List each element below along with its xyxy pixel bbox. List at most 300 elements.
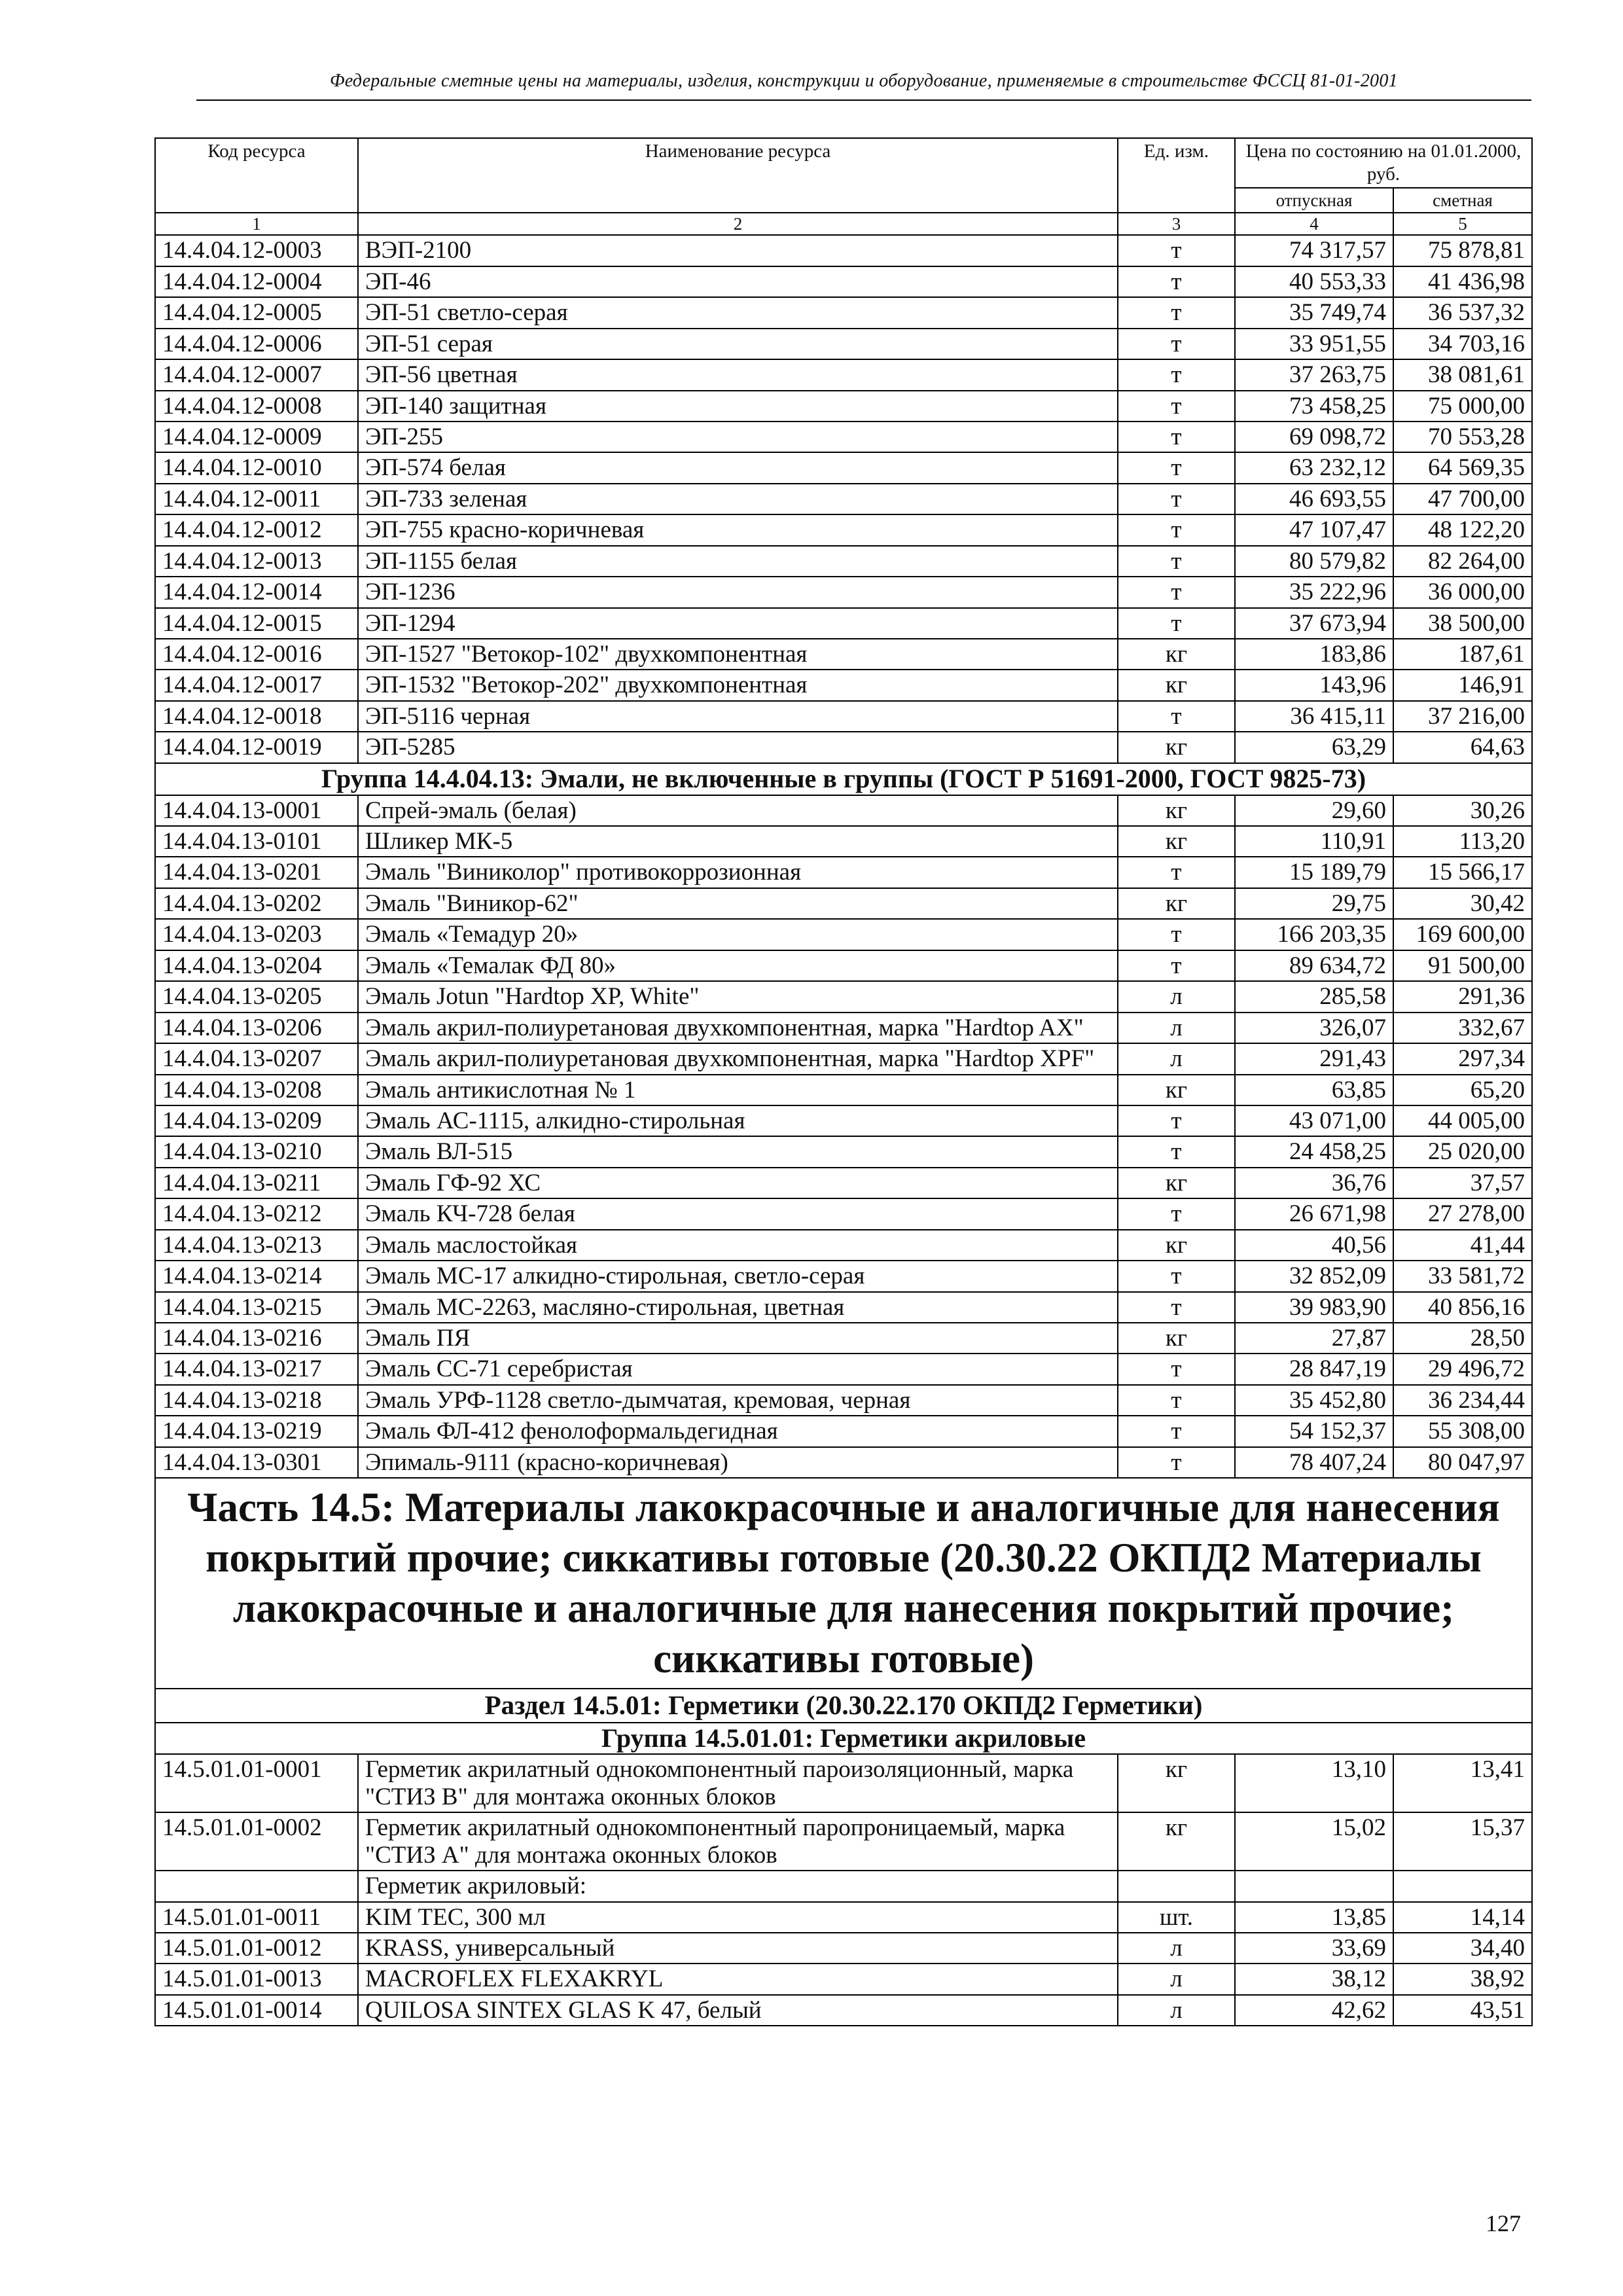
code-cell: 14.5.01.01-0011: [155, 1902, 358, 1933]
estimate-price-cell: 37,57: [1393, 1168, 1532, 1198]
estimate-price-cell: 30,42: [1393, 888, 1532, 919]
unit-cell: т: [1118, 1447, 1235, 1478]
rows-group-14-4-04-12: [155, 235, 1532, 762]
table-row: [155, 1043, 1532, 1074]
release-price-cell: 32 852,09: [1235, 1261, 1393, 1291]
table-row: [155, 1995, 1532, 2026]
release-price-cell: 73 458,25: [1235, 391, 1393, 422]
unit-cell: т: [1118, 1292, 1235, 1323]
estimate-price-cell: 43,51: [1393, 1995, 1532, 2026]
unit-cell: кг: [1118, 826, 1235, 857]
rows-group-14-4-04-13: [155, 795, 1532, 1479]
estimate-price-cell: 37 216,00: [1393, 701, 1532, 732]
release-price-cell: 40 553,33: [1235, 266, 1393, 297]
estimate-price-cell: 29 496,72: [1393, 1354, 1532, 1384]
release-price-cell: 326,07: [1235, 1013, 1393, 1043]
table-row: [155, 1964, 1532, 1994]
release-price-cell: 35 452,80: [1235, 1385, 1393, 1416]
release-price-cell: [1235, 1871, 1393, 1901]
unit-cell: т: [1118, 1261, 1235, 1291]
table-row: [155, 297, 1532, 328]
estimate-price-cell: 291,36: [1393, 981, 1532, 1012]
estimate-price-cell: 40 856,16: [1393, 1292, 1532, 1323]
name-cell: Эмаль ФЛ-412 фенолоформальдегидная: [358, 1416, 1118, 1446]
table-row: [155, 1075, 1532, 1105]
release-price-cell: 36 415,11: [1235, 701, 1393, 732]
unit-cell: т: [1118, 359, 1235, 390]
estimate-price-cell: 64 569,35: [1393, 452, 1532, 483]
release-price-cell: 63,29: [1235, 732, 1393, 762]
name-cell: ЭП-1155 белая: [358, 546, 1118, 577]
release-price-cell: 183,86: [1235, 639, 1393, 670]
estimate-price-cell: 297,34: [1393, 1043, 1532, 1074]
unit-cell: л: [1118, 1043, 1235, 1074]
name-cell: Эмаль маслостойкая: [358, 1230, 1118, 1261]
code-cell: 14.4.04.12-0019: [155, 732, 358, 762]
name-cell: ВЭП-2100: [358, 235, 1118, 266]
estimate-price-cell: 332,67: [1393, 1013, 1532, 1043]
release-price-cell: 36,76: [1235, 1168, 1393, 1198]
table-row: [155, 359, 1532, 390]
code-cell: 14.4.04.12-0007: [155, 359, 358, 390]
table-row: [155, 670, 1532, 700]
estimate-price-cell: 187,61: [1393, 639, 1532, 670]
name-cell: Герметик акрилатный однокомпонентный пароизоляционный, марка "СТИЗ В" для монтажа оконных блоков: [358, 1754, 1118, 1812]
estimate-price-cell: 169 600,00: [1393, 919, 1532, 950]
group-heading: Группа 14.4.04.13: Эмали, не включенные в группы (ГОСТ Р 51691-2000, ГОСТ 9825-73): [155, 763, 1532, 795]
estimate-price-cell: 82 264,00: [1393, 546, 1532, 577]
release-price-cell: 74 317,57: [1235, 235, 1393, 266]
release-price-cell: 26 671,98: [1235, 1198, 1393, 1229]
table-row: [155, 1323, 1532, 1354]
release-price-cell: 27,87: [1235, 1323, 1393, 1354]
code-cell: 14.4.04.13-0203: [155, 919, 358, 950]
table-row: [155, 1447, 1532, 1478]
unit-cell: л: [1118, 1013, 1235, 1043]
code-cell: 14.4.04.13-0001: [155, 795, 358, 826]
release-price-cell: 24 458,25: [1235, 1136, 1393, 1167]
rows-acrylic-sealants: [155, 1902, 1532, 2026]
code-cell: 14.4.04.13-0213: [155, 1230, 358, 1261]
code-cell: 14.4.04.12-0018: [155, 701, 358, 732]
table-row: [155, 1013, 1532, 1043]
name-cell: Эмаль антикислотная № 1: [358, 1075, 1118, 1105]
name-cell: ЭП-5285: [358, 732, 1118, 762]
unit-cell: т: [1118, 297, 1235, 328]
code-cell: 14.4.04.12-0006: [155, 329, 358, 359]
unit-cell: т: [1118, 857, 1235, 888]
release-price-cell: 54 152,37: [1235, 1416, 1393, 1446]
unit-cell: т: [1118, 514, 1235, 545]
estimate-price-cell: 38 081,61: [1393, 359, 1532, 390]
estimate-price-cell: 13,41: [1393, 1754, 1532, 1812]
name-cell: KRASS, универсальный: [358, 1933, 1118, 1964]
table-row: [155, 1136, 1532, 1167]
unit-cell: т: [1118, 484, 1235, 514]
estimate-price-cell: 41,44: [1393, 1230, 1532, 1261]
release-price-cell: 33,69: [1235, 1933, 1393, 1964]
unit-cell: т: [1118, 329, 1235, 359]
header-release: отпускная: [1235, 188, 1393, 213]
header-code: Код ресурса: [155, 138, 358, 213]
estimate-price-cell: 28,50: [1393, 1323, 1532, 1354]
unit-cell: т: [1118, 608, 1235, 639]
name-cell: Герметик акрилатный однокомпонентный паропроницаемый, марка "СТИЗ А" для монтажа оконных блоков: [358, 1812, 1118, 1871]
unit-cell: л: [1118, 1933, 1235, 1964]
code-cell: 14.4.04.13-0301: [155, 1447, 358, 1478]
code-cell: 14.4.04.12-0013: [155, 546, 358, 577]
name-cell: Эмаль "Виникор-62": [358, 888, 1118, 919]
unit-cell: кг: [1118, 1230, 1235, 1261]
release-price-cell: 47 107,47: [1235, 514, 1393, 545]
name-cell: ЭП-56 цветная: [358, 359, 1118, 390]
table-row: [155, 546, 1532, 577]
code-cell: 14.4.04.13-0210: [155, 1136, 358, 1167]
estimate-price-cell: 75 878,81: [1393, 235, 1532, 266]
code-cell: 14.4.04.13-0205: [155, 981, 358, 1012]
estimate-price-cell: 34,40: [1393, 1933, 1532, 1964]
name-cell: KIM TEC, 300 мл: [358, 1902, 1118, 1933]
estimate-price-cell: 91 500,00: [1393, 950, 1532, 981]
name-cell: Спрей-эмаль (белая): [358, 795, 1118, 826]
name-cell: Эмаль ПЯ: [358, 1323, 1118, 1354]
release-price-cell: 35 222,96: [1235, 577, 1393, 607]
estimate-price-cell: 75 000,00: [1393, 391, 1532, 422]
code-cell: 14.4.04.13-0212: [155, 1198, 358, 1229]
unit-cell: т: [1118, 1385, 1235, 1416]
column-numbers: [155, 213, 1532, 235]
table-row: [155, 795, 1532, 826]
name-cell: MACROFLEX FLEXAKRYL: [358, 1964, 1118, 1994]
code-cell: 14.4.04.12-0004: [155, 266, 358, 297]
header-price-group: Цена по состоянию на 01.01.2000, руб.: [1235, 138, 1532, 188]
release-price-cell: 285,58: [1235, 981, 1393, 1012]
code-cell: 14.4.04.13-0215: [155, 1292, 358, 1323]
release-price-cell: 69 098,72: [1235, 422, 1393, 452]
unit-cell: т: [1118, 1416, 1235, 1446]
name-cell: ЭП-1294: [358, 608, 1118, 639]
table-row: [155, 1812, 1532, 1871]
code-cell: 14.4.04.13-0216: [155, 1323, 358, 1354]
name-cell: Эмаль Jotun "Hardtop XP, White": [358, 981, 1118, 1012]
table-row: [155, 1261, 1532, 1291]
table-row: [155, 1292, 1532, 1323]
table-row: [155, 329, 1532, 359]
table-row: [155, 1198, 1532, 1229]
name-cell: Эмаль МС-17 алкидно-стирольная, светло-серая: [358, 1261, 1118, 1291]
table-row: [155, 1754, 1532, 1812]
unit-cell: шт.: [1118, 1902, 1235, 1933]
release-price-cell: 89 634,72: [1235, 950, 1393, 981]
unit-cell: кг: [1118, 670, 1235, 700]
name-cell: ЭП-1532 "Ветокор-202" двухкомпонентная: [358, 670, 1118, 700]
code-cell: 14.4.04.13-0218: [155, 1385, 358, 1416]
estimate-price-cell: 70 553,28: [1393, 422, 1532, 452]
name-cell: Эмаль ВЛ-515: [358, 1136, 1118, 1167]
name-cell: ЭП-1236: [358, 577, 1118, 607]
estimate-price-cell: 36 537,32: [1393, 297, 1532, 328]
code-cell: 14.4.04.13-0209: [155, 1105, 358, 1136]
part-heading: Часть 14.5: Материалы лакокрасочные и аналогичные для нанесения покрытий прочие; сиккативы готовые (20.30.22 ОКПД2 Материалы лакокрасочные и аналогичные для нанесения покрытий прочие; сиккативы готовые): [155, 1478, 1532, 1688]
unit-cell: кг: [1118, 1754, 1235, 1812]
rows-group-14-5-01-01: [155, 1754, 1532, 1871]
estimate-price-cell: 64,63: [1393, 732, 1532, 762]
release-price-cell: 13,10: [1235, 1754, 1393, 1812]
release-price-cell: 33 951,55: [1235, 329, 1393, 359]
code-cell: 14.4.04.12-0011: [155, 484, 358, 514]
code-cell: 14.4.04.13-0202: [155, 888, 358, 919]
code-cell: 14.5.01.01-0002: [155, 1812, 358, 1871]
release-price-cell: 15,02: [1235, 1812, 1393, 1871]
unit-cell: т: [1118, 701, 1235, 732]
estimate-price-cell: 25 020,00: [1393, 1136, 1532, 1167]
code-cell: 14.5.01.01-0013: [155, 1964, 358, 1994]
release-price-cell: 29,60: [1235, 795, 1393, 826]
code-cell: 14.4.04.13-0206: [155, 1013, 358, 1043]
header-estimate: сметная: [1393, 188, 1532, 213]
name-cell: Эмаль акрил-полиуретановая двухкомпонентная, марка "Hardtop XPF": [358, 1043, 1118, 1074]
unit-cell: л: [1118, 981, 1235, 1012]
header-rule: [196, 99, 1531, 101]
name-cell: Эмаль МС-2263, масляно-стирольная, цветная: [358, 1292, 1118, 1323]
code-cell: 14.4.04.13-0208: [155, 1075, 358, 1105]
unit-cell: кг: [1118, 1075, 1235, 1105]
release-price-cell: 80 579,82: [1235, 546, 1393, 577]
estimate-price-cell: 55 308,00: [1393, 1416, 1532, 1446]
code-cell: 14.4.04.12-0008: [155, 391, 358, 422]
code-cell: 14.4.04.13-0101: [155, 826, 358, 857]
release-price-cell: 35 749,74: [1235, 297, 1393, 328]
unit-cell: кг: [1118, 1812, 1235, 1871]
column-number: 2: [358, 213, 1118, 235]
code-cell: 14.4.04.12-0015: [155, 608, 358, 639]
release-price-cell: 15 189,79: [1235, 857, 1393, 888]
unit-cell: кг: [1118, 732, 1235, 762]
table-row: [155, 1230, 1532, 1261]
table-row: [155, 950, 1532, 981]
release-price-cell: 291,43: [1235, 1043, 1393, 1074]
release-price-cell: 39 983,90: [1235, 1292, 1393, 1323]
table-row: [155, 981, 1532, 1012]
table-row: [155, 514, 1532, 545]
name-cell: QUILOSA SINTEX GLAS K 47, белый: [358, 1995, 1118, 2026]
price-table: [154, 137, 1533, 2026]
unit-cell: т: [1118, 452, 1235, 483]
name-cell: ЭП-51 серая: [358, 329, 1118, 359]
code-cell: 14.4.04.12-0016: [155, 639, 358, 670]
unit-cell: кг: [1118, 795, 1235, 826]
estimate-price-cell: 38,92: [1393, 1964, 1532, 1994]
estimate-price-cell: 48 122,20: [1393, 514, 1532, 545]
table-row: [155, 919, 1532, 950]
code-cell: 14.4.04.13-0211: [155, 1168, 358, 1198]
release-price-cell: 13,85: [1235, 1902, 1393, 1933]
table-row: [155, 235, 1532, 266]
estimate-price-cell: 44 005,00: [1393, 1105, 1532, 1136]
column-number: 3: [1118, 213, 1235, 235]
release-price-cell: 42,62: [1235, 1995, 1393, 2026]
release-price-cell: 110,91: [1235, 826, 1393, 857]
name-cell: ЭП-51 светло-серая: [358, 297, 1118, 328]
name-cell: Эмаль СС-71 серебристая: [358, 1354, 1118, 1384]
name-cell: Эмаль "Виниколор" противокоррозионная: [358, 857, 1118, 888]
unit-cell: т: [1118, 1105, 1235, 1136]
table-row: [155, 1902, 1532, 1933]
name-cell: Шликер МК-5: [358, 826, 1118, 857]
estimate-price-cell: 36 000,00: [1393, 577, 1532, 607]
release-price-cell: 38,12: [1235, 1964, 1393, 1994]
table-row: [155, 1416, 1532, 1446]
release-price-cell: 43 071,00: [1235, 1105, 1393, 1136]
code-cell: 14.5.01.01-0012: [155, 1933, 358, 1964]
code-cell: 14.4.04.13-0217: [155, 1354, 358, 1384]
name-cell: Эмаль ГФ-92 ХС: [358, 1168, 1118, 1198]
unit-cell: т: [1118, 422, 1235, 452]
table-row: [155, 266, 1532, 297]
section-heading: Раздел 14.5.01: Герметики (20.30.22.170 ОКПД2 Герметики): [155, 1689, 1532, 1723]
estimate-price-cell: 41 436,98: [1393, 266, 1532, 297]
code-cell: 14.4.04.13-0214: [155, 1261, 358, 1291]
table-row: [155, 826, 1532, 857]
subheading-cell: Герметик акриловый:: [358, 1871, 1118, 1901]
table-row: [155, 422, 1532, 452]
code-cell: 14.5.01.01-0014: [155, 1995, 358, 2026]
unit-cell: т: [1118, 1354, 1235, 1384]
table-row: [155, 701, 1532, 732]
unit-cell: кг: [1118, 1323, 1235, 1354]
unit-cell: кг: [1118, 639, 1235, 670]
release-price-cell: 63 232,12: [1235, 452, 1393, 483]
code-cell: 14.4.04.12-0010: [155, 452, 358, 483]
estimate-price-cell: 27 278,00: [1393, 1198, 1532, 1229]
code-cell: 14.5.01.01-0001: [155, 1754, 358, 1812]
unit-cell: т: [1118, 950, 1235, 981]
code-cell: 14.4.04.12-0005: [155, 297, 358, 328]
estimate-price-cell: 80 047,97: [1393, 1447, 1532, 1478]
estimate-price-cell: 14,14: [1393, 1902, 1532, 1933]
table-row: [155, 732, 1532, 762]
code-cell: 14.4.04.12-0009: [155, 422, 358, 452]
table-row: [155, 1168, 1532, 1198]
table-row: [155, 1933, 1532, 1964]
unit-cell: т: [1118, 919, 1235, 950]
code-cell: 14.4.04.13-0219: [155, 1416, 358, 1446]
code-cell: 14.4.04.12-0012: [155, 514, 358, 545]
code-cell: 14.4.04.13-0207: [155, 1043, 358, 1074]
table-row: [155, 639, 1532, 670]
release-price-cell: 166 203,35: [1235, 919, 1393, 950]
code-cell: 14.4.04.13-0201: [155, 857, 358, 888]
name-cell: ЭП-574 белая: [358, 452, 1118, 483]
estimate-price-cell: 15 566,17: [1393, 857, 1532, 888]
unit-cell: кг: [1118, 888, 1235, 919]
table-row: [155, 577, 1532, 607]
name-cell: ЭП-755 красно-коричневая: [358, 514, 1118, 545]
name-cell: ЭП-255: [358, 422, 1118, 452]
release-price-cell: 46 693,55: [1235, 484, 1393, 514]
release-price-cell: 78 407,24: [1235, 1447, 1393, 1478]
table-row: [155, 484, 1532, 514]
release-price-cell: 143,96: [1235, 670, 1393, 700]
name-cell: Эмаль акрил-полиуретановая двухкомпонентная, марка "Hardtop AX": [358, 1013, 1118, 1043]
unit-cell: т: [1118, 391, 1235, 422]
table-row: [155, 391, 1532, 422]
header-name: Наименование ресурса: [358, 138, 1118, 213]
table-row: [155, 888, 1532, 919]
unit-cell: т: [1118, 546, 1235, 577]
table-row: [155, 608, 1532, 639]
release-price-cell: 37 673,94: [1235, 608, 1393, 639]
name-cell: ЭП-733 зеленая: [358, 484, 1118, 514]
name-cell: Эмаль АС-1115, алкидно-стирольная: [358, 1105, 1118, 1136]
estimate-price-cell: 34 703,16: [1393, 329, 1532, 359]
column-number: 1: [155, 213, 358, 235]
estimate-price-cell: 65,20: [1393, 1075, 1532, 1105]
estimate-price-cell: [1393, 1871, 1532, 1901]
name-cell: ЭП-46: [358, 266, 1118, 297]
estimate-price-cell: 15,37: [1393, 1812, 1532, 1871]
table-header: [155, 138, 1532, 213]
table-row: [155, 1385, 1532, 1416]
unit-cell: т: [1118, 1198, 1235, 1229]
unit-cell: л: [1118, 1995, 1235, 2026]
code-cell: 14.4.04.12-0017: [155, 670, 358, 700]
name-cell: Эмаль КЧ-728 белая: [358, 1198, 1118, 1229]
estimate-price-cell: 113,20: [1393, 826, 1532, 857]
unit-cell: т: [1118, 1136, 1235, 1167]
unit-cell: л: [1118, 1964, 1235, 1994]
unit-cell: т: [1118, 577, 1235, 607]
table-row: [155, 1105, 1532, 1136]
name-cell: ЭП-140 защитная: [358, 391, 1118, 422]
name-cell: Эпималь-9111 (красно-коричневая): [358, 1447, 1118, 1478]
table-row: [155, 1354, 1532, 1384]
group-heading: Группа 14.5.01.01: Герметики акриловые: [155, 1723, 1532, 1755]
name-cell: ЭП-1527 "Ветокор-102" двухкомпонентная: [358, 639, 1118, 670]
unit-cell: т: [1118, 266, 1235, 297]
table-row: [155, 857, 1532, 888]
estimate-price-cell: 47 700,00: [1393, 484, 1532, 514]
table-row: [155, 452, 1532, 483]
release-price-cell: 63,85: [1235, 1075, 1393, 1105]
name-cell: Эмаль УРФ-1128 светло-дымчатая, кремовая, черная: [358, 1385, 1118, 1416]
header-unit: Ед. изм.: [1118, 138, 1235, 213]
code-cell: 14.4.04.12-0014: [155, 577, 358, 607]
release-price-cell: 29,75: [1235, 888, 1393, 919]
estimate-price-cell: 30,26: [1393, 795, 1532, 826]
name-cell: ЭП-5116 черная: [358, 701, 1118, 732]
estimate-price-cell: 38 500,00: [1393, 608, 1532, 639]
release-price-cell: 37 263,75: [1235, 359, 1393, 390]
running-header: Федеральные сметные цены на материалы, изделия, конструкции и оборудование, применяемые в строительстве ФССЦ 81-01-2001: [330, 71, 1398, 91]
estimate-price-cell: 33 581,72: [1393, 1261, 1532, 1291]
page-number: 127: [1486, 2210, 1521, 2236]
code-cell: 14.4.04.12-0003: [155, 235, 358, 266]
unit-cell: кг: [1118, 1168, 1235, 1198]
unit-cell: т: [1118, 235, 1235, 266]
column-number: 5: [1393, 213, 1532, 235]
release-price-cell: 40,56: [1235, 1230, 1393, 1261]
code-cell: [155, 1871, 358, 1901]
name-cell: Эмаль «Темадур 20»: [358, 919, 1118, 950]
column-number: 4: [1235, 213, 1393, 235]
unit-cell: [1118, 1871, 1235, 1901]
release-price-cell: 28 847,19: [1235, 1354, 1393, 1384]
name-cell: Эмаль «Темалак ФД 80»: [358, 950, 1118, 981]
code-cell: 14.4.04.13-0204: [155, 950, 358, 981]
estimate-price-cell: 36 234,44: [1393, 1385, 1532, 1416]
estimate-price-cell: 146,91: [1393, 670, 1532, 700]
